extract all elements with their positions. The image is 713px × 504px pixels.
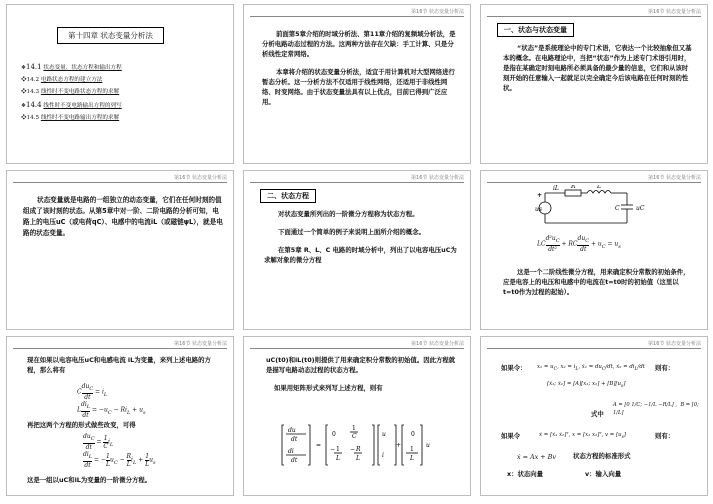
- paragraph: 这是一组以uC和iL为变量的一阶微分方程。: [27, 476, 152, 484]
- slide-2: [243, 4, 471, 164]
- svg-text:di: di: [288, 448, 294, 455]
- svg-text:u: u: [382, 431, 386, 438]
- slide-header: 第16节 状态变量分析法: [648, 9, 701, 15]
- slide-3: [480, 4, 708, 164]
- slide-text: [503, 43, 693, 97]
- svg-text:1: 1: [336, 446, 340, 453]
- slide-9: [480, 336, 708, 496]
- circuit-label-r: R: [571, 185, 576, 190]
- slide-text: [27, 420, 223, 434]
- slide-text: [27, 475, 223, 489]
- label-then: 则有：: [655, 364, 675, 372]
- header-divider: [487, 16, 701, 17]
- slide-8: [243, 336, 471, 496]
- paragraph: 前面第5章介绍的时域分析法、第11章介绍的复频域分析法，是分析电路动态过程的方法。这两种方法存在欠缺：手工计算、只是分析线性定常网络。: [262, 30, 456, 58]
- slide-4: [6, 170, 234, 330]
- svg-text:L: L: [410, 455, 414, 462]
- slide-text: [264, 209, 458, 269]
- state-equation-4: $\frac{di_L}{dt}$ = − $\frac{1}{L}$ $u_C$ − $\frac{R}{L}$ $i_L$ + $\frac{1}{L}$ $u_s$: [83, 451, 156, 470]
- svg-text:−: −: [330, 446, 336, 453]
- paragraph: 在第5章 R、L、C 电路的时域分析中，列出了以电容电压uC为求解对象的微分方程: [264, 246, 457, 264]
- header-divider: [250, 16, 464, 17]
- toc-item[interactable]: ❖14.3 线性时不变电路状态方程的求解: [21, 89, 120, 96]
- header-divider: [487, 182, 701, 183]
- circuit-label-l: L: [597, 185, 601, 190]
- slide-text: [266, 355, 456, 397]
- matrix-equation: [280, 423, 440, 467]
- svg-text:C: C: [352, 433, 357, 440]
- svg-text:dt: dt: [291, 457, 298, 464]
- svg-text:L: L: [356, 455, 360, 462]
- circuit-label-us: us: [535, 206, 542, 213]
- second-order-equation: LC $\frac{d^2u_C}{\text{dt²}}$ + RC $\frac{du_C}{dt}$ + $u_C = u_s$: [537, 235, 621, 254]
- svg-text:L: L: [336, 455, 340, 462]
- label-if: 如果令: [501, 432, 521, 440]
- state-equation-3: $\frac{du_C}{dt}$ = $\frac{1}{C}$ $i_L$: [83, 433, 114, 452]
- svg-text:du: du: [288, 427, 296, 434]
- header-divider: [13, 348, 227, 349]
- circuit-label-i: iL: [553, 185, 559, 192]
- slide-header: 第16节 状态变量分析法: [648, 341, 701, 347]
- slide-5: [243, 170, 471, 330]
- label-let: 如果令：: [501, 364, 527, 372]
- paragraph: 现在如果以电容电压uC和电感电流 iL为变量，来列上述电路的方程，那么将有: [27, 356, 211, 374]
- slide-7: [6, 336, 234, 496]
- slide-text: [27, 355, 223, 379]
- svg-text:=: =: [316, 442, 322, 449]
- let-definition: $x_1 = u_C$, $x_2 = i_L$, ẋ₁ = $du_C/dt$, ẋ₂ = $di_L/dt$: [537, 364, 645, 373]
- label-then-2: 则有：: [655, 432, 675, 440]
- circuit-label-c: C: [615, 205, 620, 212]
- input-vector-label: v：输入向量: [585, 470, 622, 478]
- svg-text:1: 1: [352, 425, 356, 432]
- vector-definition: ẋ = [ẋ₁ ẋ₂]ᵀ, x = [x₁ x₂]ᵀ, $v = [u_s]$: [539, 432, 626, 441]
- paragraph: uC(t0)和iL(t0)则提供了用来确定积分常数的初始值。因此方程就是描写电路动态过程的状态方程。: [266, 356, 456, 374]
- toc-item[interactable]: ❖14.1 状态变量、状态方程和输出方程: [21, 63, 122, 71]
- paragraph: 状态变量就是电路的一组独立的动态变量，它们在任何时刻的值组成了该时刻的状态。从第5章中对一阶、二阶电路的分析可知，电路上的电压uC（或电荷qC）、电感中的电流iL（或磁链ψL），就是电路的状态变量。: [23, 196, 223, 237]
- slide-text: [262, 29, 458, 111]
- slide-header: 第16节 状态变量分析法: [648, 175, 701, 181]
- section-title: 一、状态与状态变量: [497, 23, 574, 37]
- paragraph: 再把这两个方程的形式做些改变，可得: [27, 421, 136, 429]
- chapter-title: 第十四章 状态变量分析法: [57, 27, 164, 44]
- header-divider: [13, 182, 227, 183]
- header-divider: [487, 348, 701, 349]
- svg-text:+: +: [537, 192, 543, 199]
- circuit-label-uc: uC: [636, 205, 645, 212]
- rlc-circuit-diagram: [535, 185, 653, 231]
- svg-text:1: 1: [410, 446, 414, 453]
- paragraph: 本章将介绍的状态变量分析法，适宜于用计算机对大型网络进行暂态分析。这一分析方法不仅适用于线性网络，还适用于非线性网络、时变网络。由于状态变量法具有以上优点，目前已得到广泛应用。: [262, 68, 455, 106]
- svg-text:u: u: [426, 442, 430, 449]
- standard-form-equation: ẋ = Ax + Bv: [517, 453, 556, 461]
- svg-text:0: 0: [411, 431, 415, 438]
- svg-text:0: 0: [332, 431, 336, 438]
- svg-text:dt: dt: [291, 436, 298, 443]
- paragraph: “状态”是系统理论中的专门术语，它表达一个比较抽象但又基本的概念。在电路理论中，当把“状态”作为上述专门术语引用时，是指在某确定时刻电路所必须具备的最少量的信息，它们和从该时刻开始的任意输入一起就足以完全确定今后该电路在任何时刻的性状。: [503, 44, 692, 92]
- slide-6: [480, 170, 708, 330]
- toc-item[interactable]: ❖14.5 线性时不变电路输出方程的求解: [21, 114, 120, 121]
- table-of-contents: [21, 61, 122, 124]
- paragraph: 这是一个二阶线性微分方程，用来确定积分常数的初始条件，应是电容上的电压和电感中的电流在t=t0时的初始值（这里以t=t0作为过程的起始）。: [503, 268, 690, 296]
- header-divider: [250, 182, 464, 183]
- label-where: 式中: [591, 410, 604, 418]
- header-divider: [250, 348, 464, 349]
- svg-text:−: −: [350, 446, 356, 453]
- slide-header: 第16节 状态变量分析法: [411, 9, 464, 15]
- svg-text:i: i: [382, 452, 384, 459]
- slide-text: [23, 195, 223, 243]
- compact-state-equation: [ẋ₁; ẋ₂] = [A][x₁; $x_2] + [B][u_s]$: [547, 381, 626, 390]
- slide-header: 第16节 状态变量分析法: [174, 341, 227, 347]
- slide-text: [503, 267, 693, 301]
- state-equation-2: L $\frac{di_L}{dt}$ = $-u_C - Ri_L + u_s$: [77, 401, 146, 420]
- slide-header: 第16节 状态变量分析法: [411, 341, 464, 347]
- paragraph: 对状态变量所列出的一阶微分方程称为状态方程。: [278, 210, 419, 218]
- toc-item[interactable]: ❖14.4 线性时不变电路输出方程的列写: [21, 100, 122, 109]
- toc-item[interactable]: ❖14.2 电路状态方程的建立方法: [21, 77, 103, 84]
- paragraph: 如果用矩阵形式来列写上述方程，则有: [274, 384, 383, 392]
- slide-1: [6, 4, 234, 164]
- svg-text:R: R: [356, 446, 361, 453]
- slide-header: 第16节 状态变量分析法: [411, 175, 464, 181]
- svg-text:+: +: [396, 442, 402, 449]
- section-title: 二、状态方程: [260, 189, 316, 203]
- paragraph: 下面通过一个简单的例子来说明上面所介绍的概念。: [278, 228, 425, 236]
- state-equation-1: C $\frac{du_C}{dt}$ = $i_L$: [77, 383, 108, 402]
- matrix-definitions: A = [0 1/C; −1/L −R/L] , B = [0; 1/L]: [613, 402, 699, 416]
- standard-form-label: 状态方程的标准形式: [573, 452, 631, 460]
- state-vector-label: x：状态向量: [507, 470, 544, 478]
- slide-header: 第16节 状态变量分析法: [174, 175, 227, 181]
